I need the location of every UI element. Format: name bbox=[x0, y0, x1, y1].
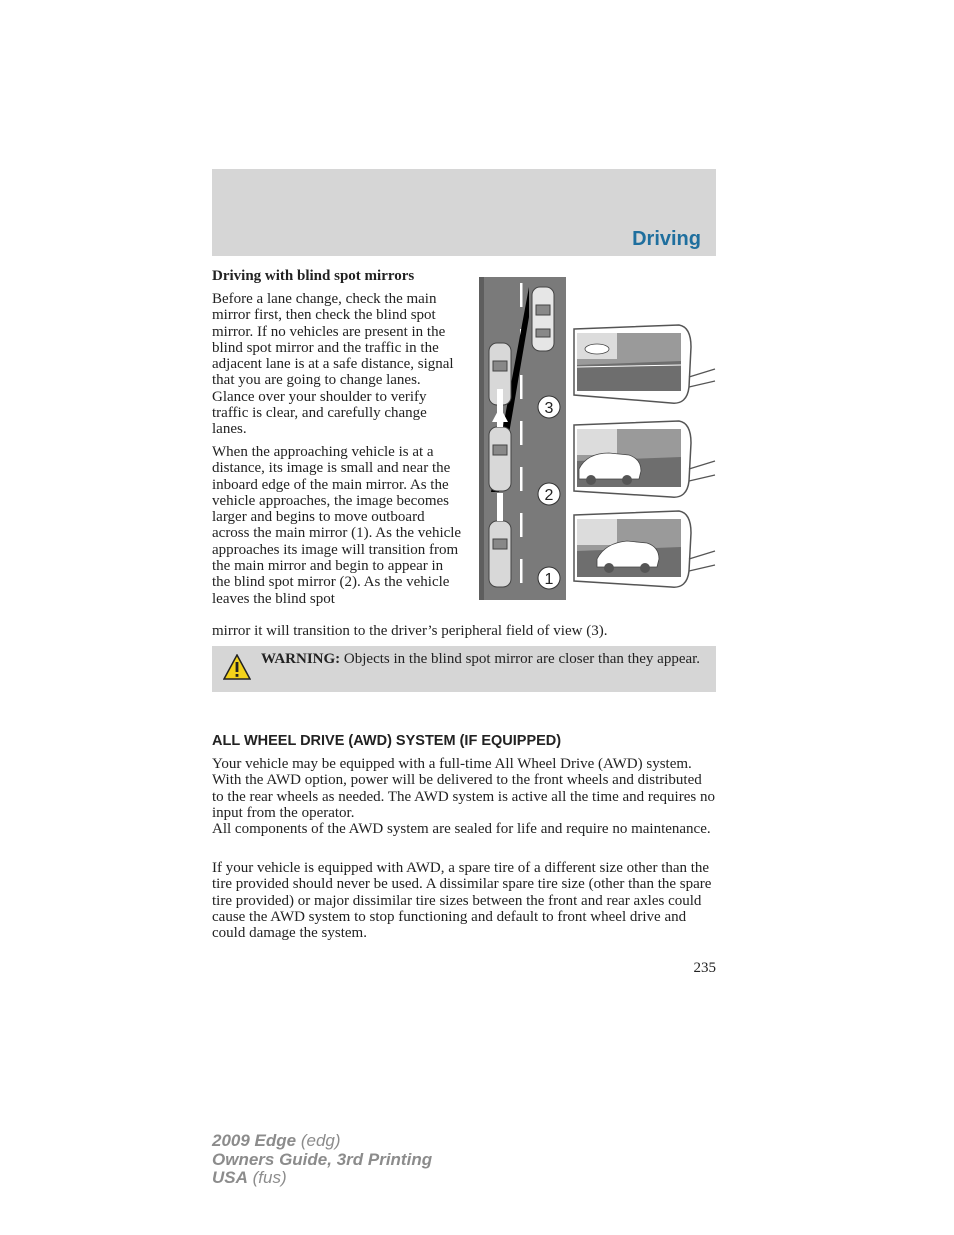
awd-paragraph-3: If your vehicle is equipped with AWD, a spare tire of a different size other than the tire provided should never be used. A dissimilar spare tire size (other than the spare tire provided) or major dissimilar tire sizes between the front and rear axles could cause the AWD system to stop functioning and default to front wheel drive and could damage the system. bbox=[212, 860, 712, 942]
footer-edition: Owners Guide, 3rd Printing bbox=[212, 1149, 433, 1169]
warning-message: Objects in the blind spot mirror are closer than they appear. bbox=[343, 651, 701, 667]
section-header-band bbox=[212, 169, 716, 256]
car-position-2 bbox=[489, 427, 511, 491]
awd-paragraph-2: All components of the AWD system are sealed for life and require no maintenance. bbox=[212, 821, 711, 837]
callout-3-label: 3 bbox=[544, 400, 554, 417]
blind-spot-paragraph-2-tail: mirror it will transition to the driver’s peripheral field of view (3). bbox=[212, 623, 608, 639]
warning-triangle-icon bbox=[223, 654, 251, 680]
mirror-3 bbox=[574, 325, 715, 403]
callout-3 bbox=[538, 396, 560, 418]
mirror-1 bbox=[574, 511, 715, 587]
page-number: 235 bbox=[693, 960, 716, 976]
warning-label: WARNING: bbox=[261, 651, 341, 667]
warning-text bbox=[261, 651, 713, 667]
footer-document-info bbox=[212, 1132, 432, 1188]
blind-spot-mirror-illustration bbox=[479, 277, 719, 617]
footer-market: USA bbox=[212, 1168, 248, 1187]
road-edge bbox=[479, 277, 484, 600]
callout-2 bbox=[538, 483, 560, 505]
footer-model-code: (edg) bbox=[296, 1131, 341, 1150]
awd-paragraph-1: Your vehicle may be equipped with a full-time All Wheel Drive (AWD) system. With the AWD option, power will be delivered to the front wheels and distributed to the rear wheels as needed. The AWD system is active all the time and requires no input from the operator. bbox=[212, 756, 715, 821]
car-main bbox=[532, 287, 554, 351]
callout-1 bbox=[538, 567, 560, 589]
footer-market-code: (fus) bbox=[247, 1168, 287, 1187]
callout-2-label: 2 bbox=[544, 487, 554, 504]
mirror-diagram-svg bbox=[479, 277, 719, 617]
blind-spot-paragraph-1: Before a lane change, check the main mirror first, then check the blind spot mirror. If no vehicles are present in the blind spot mirror and the traffic in the adjacent lane is at a safe distance, signal that you are going to change lanes. Glance over your shoulder to verify traffic is clear, and carefully change lanes. bbox=[212, 291, 454, 438]
blind-spot-paragraph-2: When the approaching vehicle is at a distance, its image is small and near the inboard edge of the main mirror. As the vehicle approaches, the image becomes larger and begins to move outboard across the main mirror (1). As the vehicle approaches its image will transition from the main mirror and begin to appear in the blind spot mirror (2). As the vehicle leaves the blind spot bbox=[212, 444, 462, 607]
arrow-shaft bbox=[497, 493, 503, 521]
callout-1-label: 1 bbox=[544, 571, 554, 588]
blind-spot-heading: Driving with blind spot mirrors bbox=[212, 268, 415, 284]
car-position-1 bbox=[489, 521, 511, 587]
warning-box bbox=[212, 646, 716, 692]
mirror-2 bbox=[574, 421, 715, 497]
footer-model: 2009 Edge bbox=[212, 1131, 297, 1150]
awd-heading: ALL WHEEL DRIVE (AWD) SYSTEM (IF EQUIPPED) bbox=[212, 733, 562, 749]
section-title: Driving bbox=[632, 228, 701, 250]
